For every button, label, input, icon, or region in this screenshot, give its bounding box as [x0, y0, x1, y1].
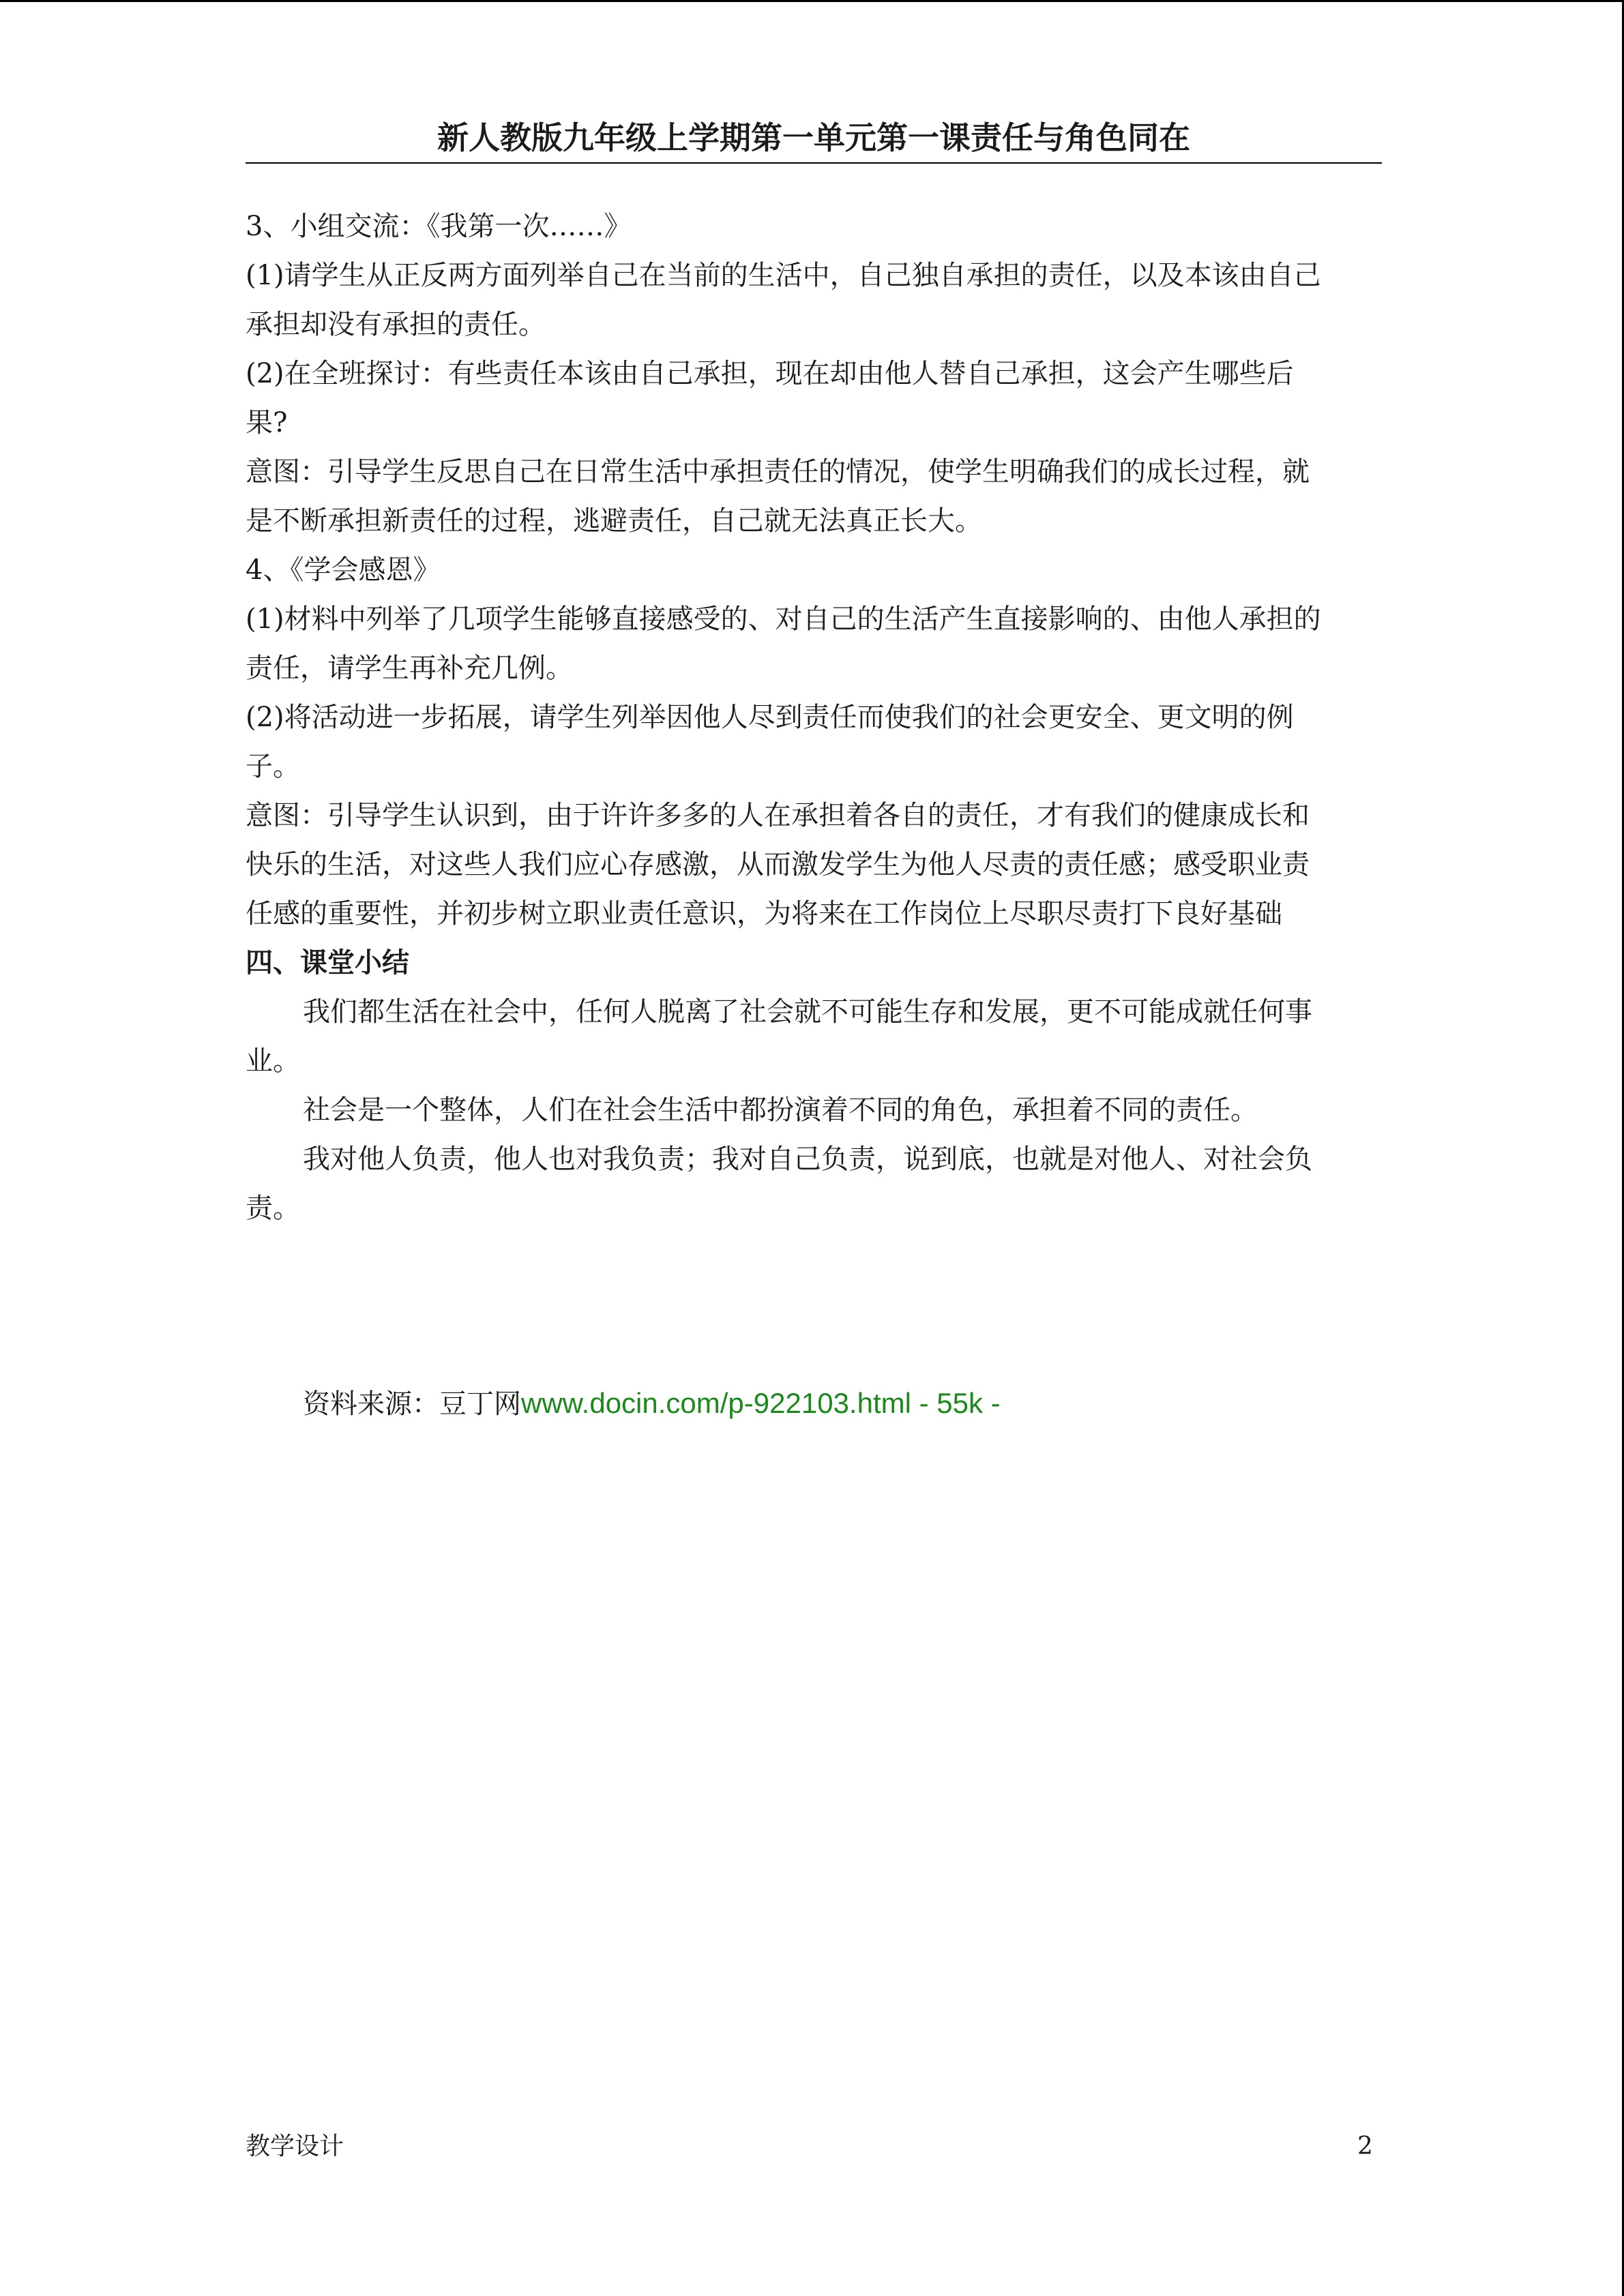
body-line: (1)材料中列举了几项学生能够直接感受的、对自己的生活产生直接影响的、由他人承担的 — [246, 603, 1321, 635]
body-line: 责任，请学生再补充几例。 — [246, 653, 573, 684]
summary-line: 社会是一个整体，人们在社会生活中都扮演着不同的角色，承担着不同的责任。 — [303, 1094, 1258, 1126]
body-line: 意图：引导学生反思自己在日常生活中承担责任的情况，使学生明确我们的成长过程，就 — [246, 456, 1310, 488]
section-heading: 四、课堂小结 — [246, 947, 409, 979]
document-body — [246, 202, 1382, 1233]
source-link[interactable]: www.docin.com/p-922103.html - 55k - — [521, 1387, 1001, 1419]
body-line: 意图：引导学生认识到，由于许许多多的人在承担着各自的责任，才有我们的健康成长和 — [246, 800, 1310, 831]
footer-page-number: 2 — [1357, 2132, 1373, 2160]
body-line: 4、《学会感恩》 — [246, 554, 441, 586]
body-line: 快乐的生活，对这些人我们应心存感激，从而激发学生为他人尽责的责任感；感受职业责 — [246, 849, 1310, 880]
body-line: (2)将活动进一步拓展，请学生列举因他人尽到责任而使我们的社会更安全、更文明的例 — [246, 702, 1294, 733]
body-line: 是不断承担新责任的过程，逃避责任，自己就无法真正长大。 — [246, 505, 982, 537]
summary-line: 我们都生活在社会中，任何人脱离了社会就不可能生存和发展，更不可能成就任何事 — [303, 996, 1312, 1028]
body-line: (1)请学生从正反两方面列举自己在当前的生活中，自己独自承担的责任，以及本该由自己 — [246, 260, 1321, 291]
source-label: 资料来源：豆丁网 — [303, 1388, 521, 1420]
body-line: 任感的重要性，并初步树立职业责任意识，为将来在工作岗位上尽职尽责打下良好基础 — [246, 898, 1282, 929]
body-line: 果? — [246, 407, 288, 438]
footer-doc-type: 教学设计 — [246, 2132, 344, 2160]
page-top-border — [0, 0, 1624, 2]
summary-line: 我对他人负责，他人也对我负责；我对自己负责，说到底，也就是对他人、对社会负 — [303, 1144, 1312, 1175]
source-line — [303, 1379, 1001, 1429]
summary-line: 业。 — [246, 1045, 300, 1077]
body-line: 子。 — [246, 751, 300, 782]
summary-line: 责。 — [246, 1193, 300, 1224]
body-line: 3、小组交流：《我第一次……》 — [246, 211, 632, 242]
body-line: 承担却没有承担的责任。 — [246, 309, 546, 340]
body-line: (2)在全班探讨：有些责任本该由自己承担，现在却由他人替自己承担，这会产生哪些后 — [246, 358, 1294, 389]
page-header-title: 新人教版九年级上学期第一单元第一课责任与角色同在 — [246, 113, 1382, 164]
